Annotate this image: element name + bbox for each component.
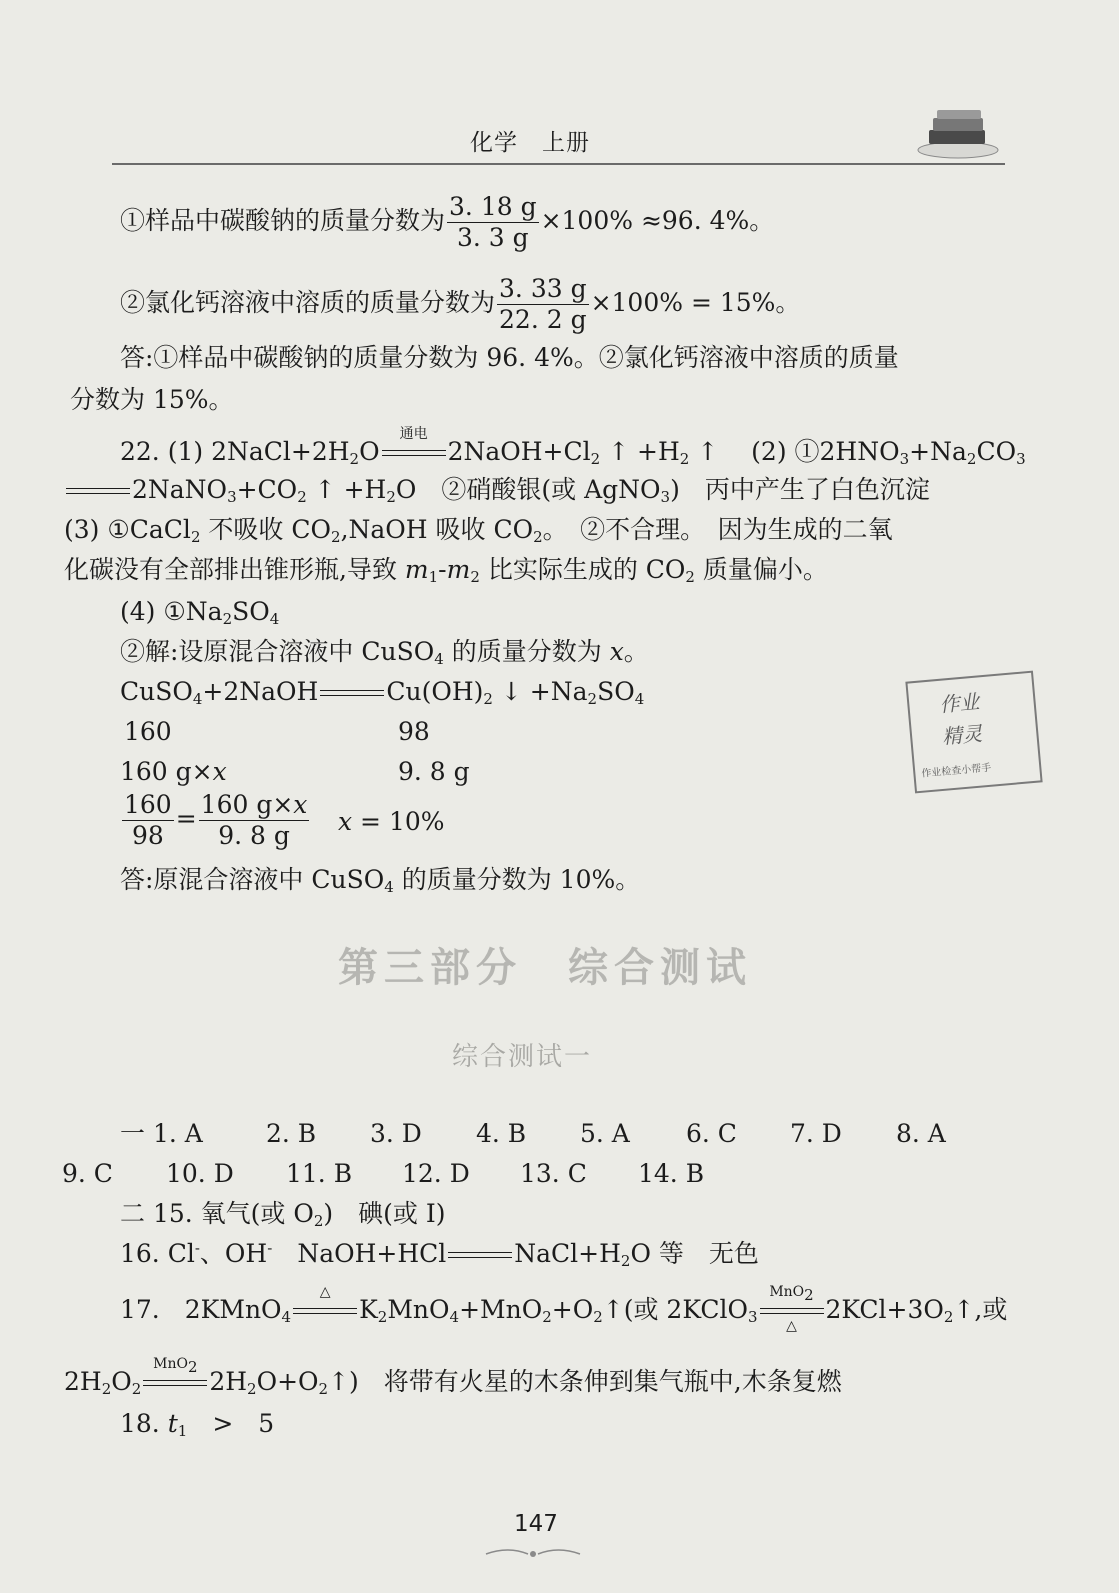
- ratio-value: 160: [124, 717, 172, 746]
- fraction: $\frac{160 g\times x}{9. 8 g}$: [200, 790, 308, 850]
- q15-line: 二 15. 氧气(或 $O_2$) 碘(或 I): [120, 1199, 446, 1230]
- section-title: 第三部分 综合测试: [338, 944, 752, 991]
- answer-line: 答:原混合溶液中 CuSO$_4$ 的质量分数为 10%。: [120, 865, 641, 896]
- ratio-value: 9. 8 g: [398, 757, 470, 786]
- q22-line-4: 化碳没有全部排出锥形瓶,导致 $m_1-m_2$ 比实际生成的 $CO_2$ 质量偏小。: [64, 555, 828, 586]
- answer-line: 答:①样品中碳酸钠的质量分数为 96. 4%。②氯化钙溶液中溶质的质量: [120, 343, 899, 372]
- q16-line: 16. Cl-、OH- NaOH+HCl $NaCl+H_2O$ 等 无色: [120, 1239, 759, 1270]
- proportion-equation: $\frac{160}{98}$ = $\frac{160 g\times x}{9. 8 g}$: [124, 790, 308, 850]
- q22-line-6: ②解:设原混合溶液中 CuSO$_4$ 的质量分数为 x。: [120, 637, 649, 668]
- header-title: 化学 上册: [470, 130, 590, 156]
- book-stack-icon: [915, 106, 1001, 160]
- q22-line-2: $2NaNO_3+CO_2$ ↑ $+H_2O$ ②硝酸银(或 AgNO$_3$) 丙中产生了白色沉淀: [64, 474, 930, 506]
- reaction-equation: CuSO$_4$+2NaOH $Cu(OH)_2$ ↓ $+Na_2SO_4$: [120, 677, 645, 708]
- fraction: $\frac{160}{98}$: [124, 790, 172, 850]
- q17-line-1: 17. 2KMnO$_4$ △ $K_2MnO_4+MnO_2+O_2↑$(或 2KClO$_3$ MnO$_2$ △ $2KCl+3O_2↑$,或: [120, 1283, 1008, 1334]
- ratio-value: 160 g×x: [120, 757, 227, 786]
- mass-fraction-line-1: ①样品中碳酸钠的质量分数为 $\frac{3. 18 g}{3. 3 g}$ ×100% ≈96. 4%。: [120, 192, 775, 252]
- answer-line: 分数为 15%。: [70, 385, 234, 414]
- q22-line-5: (4) $①Na_2SO_4$: [120, 597, 280, 628]
- document-page: 化学 上册 ①样品中碳酸钠的质量分数为 $\frac{3. 18 g}{3. 3 g}$ ×100% ≈96. 4%。 ②氯化钙溶液中溶质的质量分数为 $\frac{3. 33 g}{22. 2 g}$ ×100% = 15%。 答:①样品中碳酸钠的质量分数为 96. 4%。②氯化钙溶液中溶质的质量 分数为 15%。 22. (1) $2NaCl+2H_2O$ 通电 $2NaOH+Cl_2$ ↑ $+H_2$ ↑ (2) $①2HNO_3+Na_2CO_3$ $2NaNO_3+CO_2$ ↑ $+H_2O$ ②硝酸银(或 AgNO$_3$) 丙中产生了白色沉淀 (3) ①CaCl$_2$ 不吸收 $CO_2,NaOH$ 吸收 $CO_2$。 ②不合理。 因为生成的二氧 化碳没有全部排出锥形瓶,导致 $m_1-m_2$ 比实际生成的 $CO_2$ 质量偏小。 (4) $①Na_2SO_4$ ②解:设原混合溶液中 CuSO$_4$ 的质量分数为 x。 CuSO$_4$+2NaOH $Cu(OH)_2$ ↓ $+Na_2SO_4$ 160 98 160 g×x 9. 8 g $\frac{160}{98}$ = $\frac{160 g\times x}{9. 8 g}$ x = 10% 答:原混合溶液中 CuSO$_4$ 的质量分数为 10%。 作业 精灵 作业检查小帮手 第三部分 综合测试 综合测试一 一 1. A 2. B 3. D 4. B 5. A 6. C 7. D 8. A 9. C 10. D 11. B 12. D 13. C 14. B 二 15. 氧气(或 $O_2$) 碘(或 I) 16. Cl-、OH- NaOH+HCl $NaCl+H_2O$ 等 无色 17. 2KMnO$_4$ △ $K_2MnO_4+MnO_2+O_2↑$(或 2KClO$_3$ MnO$_2$ △ $2KCl+3O_2↑$,或 $2H_2O_2$ MnO$_2$ $2H_2O+O_2↑$) 将带有火星的木条伸到集气瓶中,木条复燃 18. $t_1$ > 5 147: [0, 0, 1119, 1593]
- ratio-value: 98: [398, 717, 430, 746]
- q17-line-2: $2H_2O_2$ MnO$_2$ $2H_2O+O_2↑$) 将带有火星的木条伸到集气瓶中,木条复燃: [64, 1355, 842, 1398]
- mass-fraction-line-2: ②氯化钙溶液中溶质的质量分数为 $\frac{3. 33 g}{22. 2 g}$ ×100% = 15%。: [120, 274, 801, 334]
- subsection-title: 综合测试一: [452, 1042, 593, 1072]
- result-value: x = 10%: [338, 807, 445, 836]
- q22-line-3: (3) ①CaCl$_2$ 不吸收 $CO_2,NaOH$ 吸收 $CO_2$。 ②不合理。 因为生成的二氧: [64, 515, 893, 546]
- q18-line: 18. $t_1$ > 5: [120, 1409, 275, 1440]
- header-rule: [112, 163, 1005, 165]
- homework-stamp: 作业 精灵 作业检查小帮手: [905, 671, 1042, 794]
- reaction-condition: 通电: [382, 446, 446, 462]
- laurel-ornament-icon: [478, 1544, 588, 1564]
- fraction: $\frac{3. 18 g}{3. 3 g}$: [449, 192, 537, 252]
- q22-line-1: 22. (1) $2NaCl+2H_2O$ 通电 $2NaOH+Cl_2$ ↑ $+H_2$ ↑ (2) $①2HNO_3+Na_2CO_3$: [120, 425, 1026, 468]
- fraction: $\frac{3. 33 g}{22. 2 g}$: [499, 274, 587, 334]
- page-number: 147: [514, 1511, 558, 1537]
